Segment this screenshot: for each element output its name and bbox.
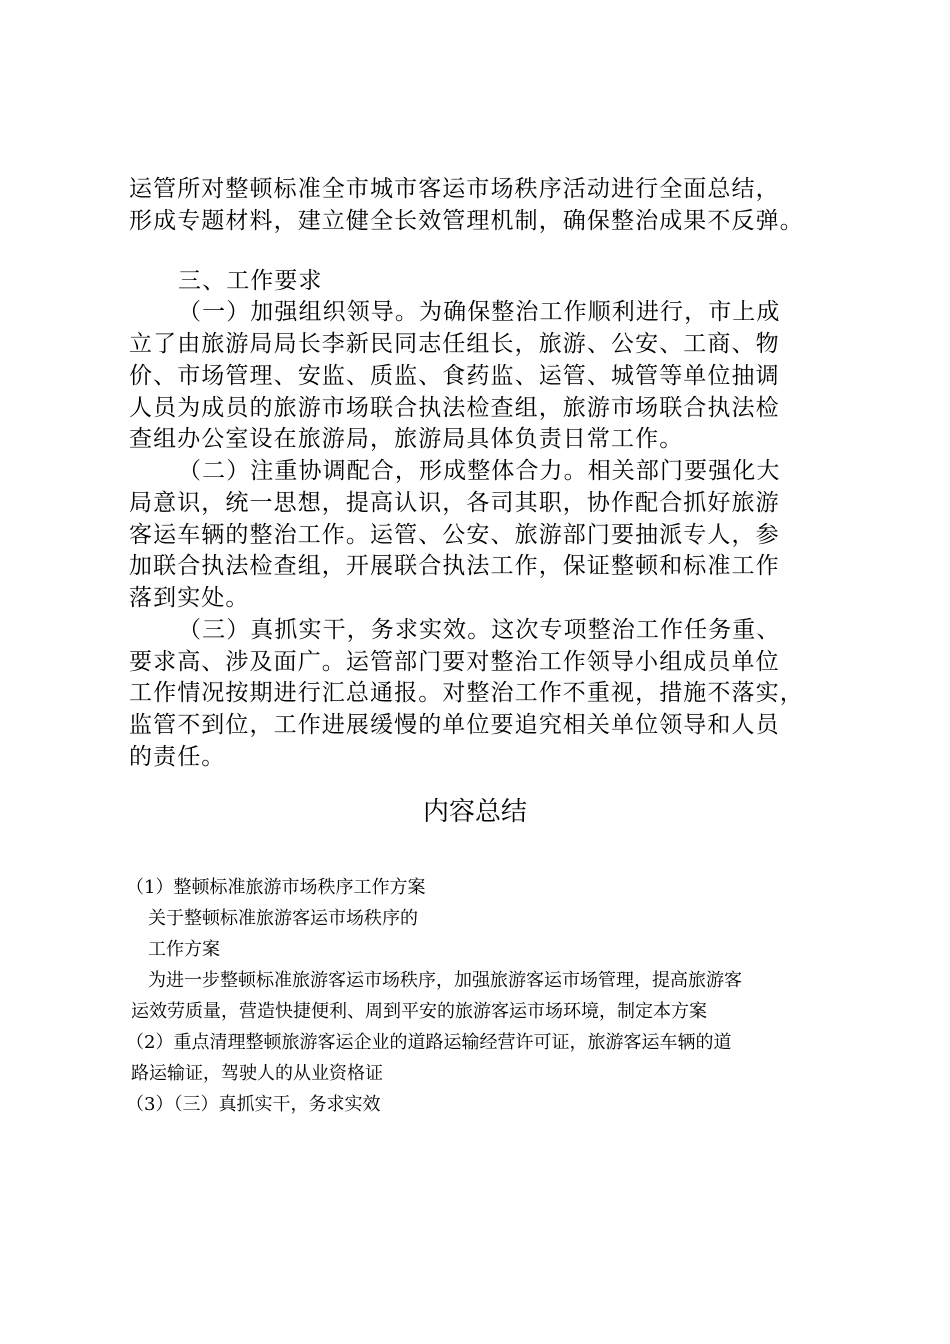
body-line: 工作情况按期进行汇总通报。对整治工作不重视，措施不落实， xyxy=(129,680,804,706)
summary-line: （3）（三）真抓实干，务求实效 xyxy=(126,1094,381,1115)
summary-line: 运效劳质量，营造快捷便利、周到平安的旅游客运市场环境，制定本方案 xyxy=(131,1001,707,1022)
body-line: （二）注重协调配合，形成整体合力。相关部门要强化大 xyxy=(178,458,781,484)
body-line: 查组办公室设在旅游局，旅游局具体负责日常工作。 xyxy=(129,426,684,452)
summary-line: 路运输证，驾驶人的从业资格证 xyxy=(131,1063,383,1084)
body-line: 形成专题材料，建立健全长效管理机制，确保整治成果不反弹。 xyxy=(129,208,804,234)
body-line: 人员为成员的旅游市场联合执法检查组，旅游市场联合执法检 xyxy=(129,395,780,421)
body-line: 要求高、涉及面广。运管部门要对整治工作领导小组成员单位 xyxy=(129,649,780,675)
body-line: 立了由旅游局局长李新民同志任组长，旅游、公安、工商、物 xyxy=(129,331,780,357)
body-line: 价、市场管理、安监、质监、食药监、运管、城管等单位抽调 xyxy=(129,363,780,389)
body-line: 监管不到位，工作进展缓慢的单位要追究相关单位领导和人员 xyxy=(129,712,780,738)
summary-line: 为进一步整顿标准旅游客运市场秩序，加强旅游客运市场管理，提高旅游客 xyxy=(148,970,742,991)
body-line: 加联合执法检查组，开展联合执法工作，保证整顿和标准工作 xyxy=(129,553,780,579)
body-line: 客运车辆的整治工作。运管、公安、旅游部门要抽派专人，参 xyxy=(129,522,780,548)
body-line: （一）加强组织领导。为确保整治工作顺利进行，市上成 xyxy=(178,299,781,325)
summary-title: 内容总结 xyxy=(422,797,527,827)
section-heading: 三、工作要求 xyxy=(178,268,323,294)
summary-line: （2）重点清理整顿旅游客运企业的道路运输经营许可证，旅游客运车辆的道 xyxy=(126,1032,732,1053)
body-line: 局意识，统一思想，提高认识，各司其职，协作配合抓好旅游 xyxy=(129,490,780,516)
summary-line: 工作方案 xyxy=(148,939,220,960)
summary-line: 关于整顿标准旅游客运市场秩序的 xyxy=(148,908,418,929)
body-line: （三）真抓实干，务求实效。这次专项整治工作任务重、 xyxy=(178,617,781,643)
summary-line: （1）整顿标准旅游市场秩序工作方案 xyxy=(126,877,426,898)
body-line: 的责任。 xyxy=(129,744,226,770)
body-line: 落到实处。 xyxy=(129,585,250,611)
body-line: 运管所对整顿标准全市城市客运市场秩序活动进行全面总结， xyxy=(129,176,780,202)
